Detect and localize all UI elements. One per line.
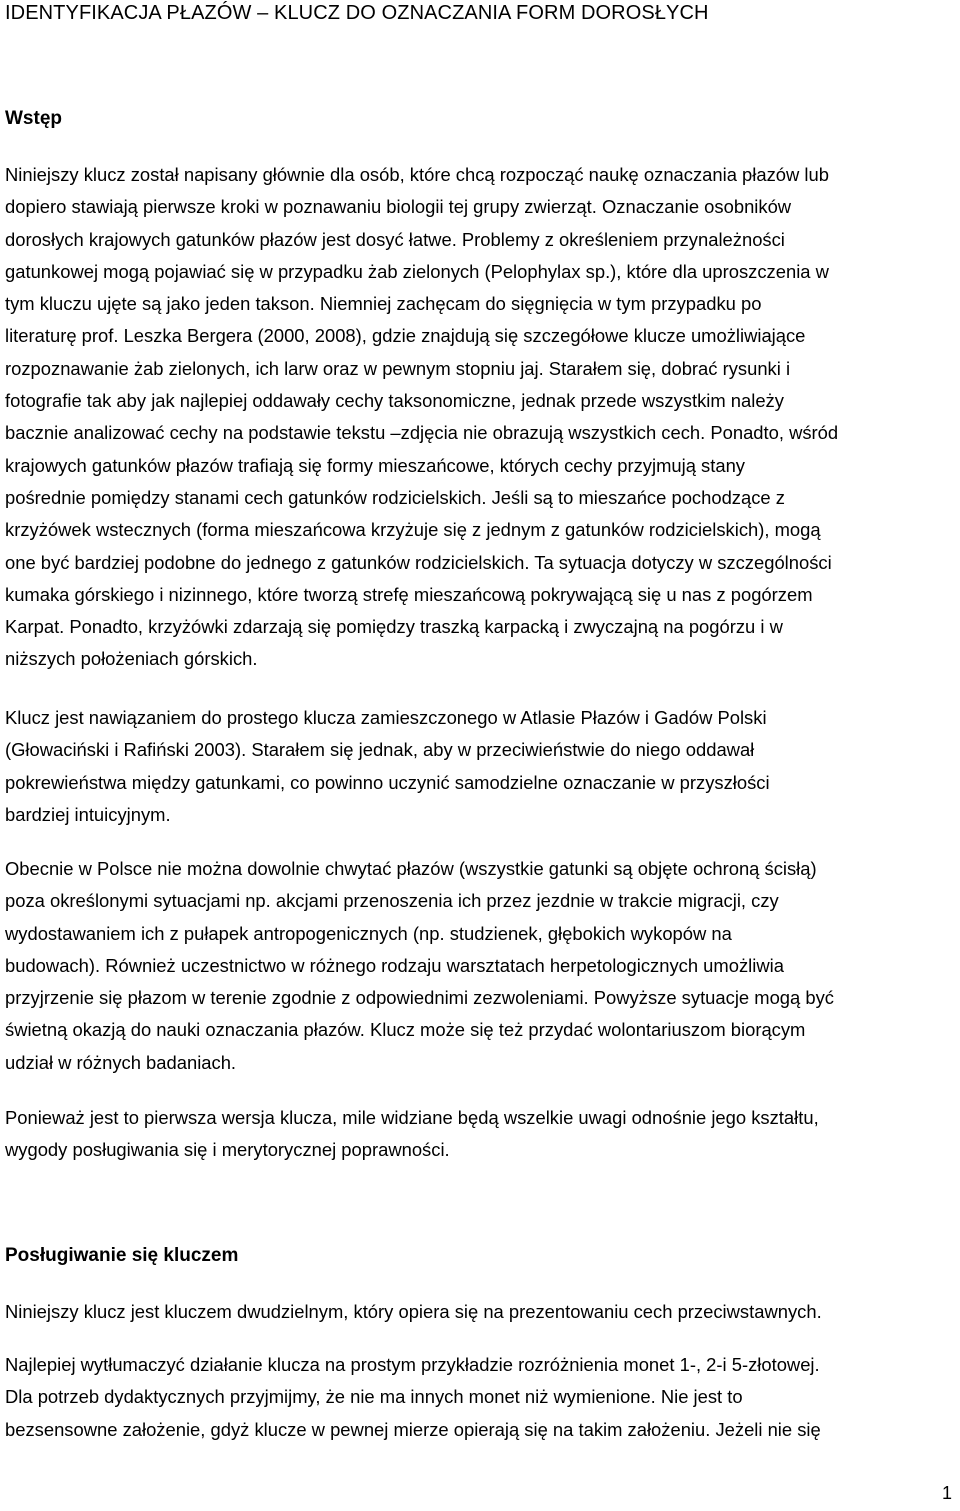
section-heading-usage: Posługiwanie się kluczem	[5, 1245, 239, 1266]
intro-paragraph-3: Obecnie w Polsce nie można dowolnie chwytać płazów (wszystkie gatunki są objęte ochroną ścisłą) poza określonymi sytuacjami np. akcjami przenoszenia ich przez jezdnie w trakcie migracji, czy wydostawaniem ich z pułapek antropogenicznych (np. studzienek, głębokich wykopów na budowach). Również uczestnictwo w różnego rodzaju warsztatach herpetologicznych umożliwia przyjrzenie się płazom w terenie zgodnie z odpowiednimi zezwoleniami. Powyższe sytuacje mogą być świetną okazją do nauki oznaczania płazów. Klucz może się też przydać wolontariuszom biorącym udział w różnych badaniach.	[5, 858, 834, 1073]
usage-paragraph-2: Najlepiej wytłumaczyć działanie klucza na prostym przykładzie rozróżnienia monet 1-, 2-i 5-złotowej. Dla potrzeb dydaktycznych przyjmijmy, że nie ma innych monet niż wymienione. Nie jest to bezsensowne założenie, gdyż klucze w pewnej mierze opierają się na takim założeniu. Jeżeli nie się	[5, 1354, 821, 1440]
intro-paragraph-1: Niniejszy klucz został napisany głównie dla osób, które chcą rozpocząć naukę oznaczania płazów lub dopiero stawiają pierwsze kroki w poznawaniu biologii tej grupy zwierząt. Oznaczanie osobników dorosłych krajowych gatunków płazów jest dosyć łatwe. Problemy z określeniem przynależności gatunkowej mogą pojawiać się w przypadku żab zielonych (Pelophylax sp.), które dla uproszczenia w tym kluczu ujęte są jako jeden takson. Niemniej zachęcam do sięgnięcia w tym przypadku po literaturę prof. Leszka Bergera (2000, 2008), gdzie znajdują się szczegółowe klucze umożliwiające rozpoznawanie żab zielonych, ich larw oraz w pewnym stopniu jaj. Starałem się, dobrać rysunki i fotografie tak aby jak najlepiej oddawały cechy taksonomiczne, jednak przede wszystkim należy bacznie analizować cechy na podstawie tekstu –zdjęcia nie obrazują wszystkich cech. Ponadto, wśród krajowych gatunków płazów trafiają się formy mieszańcowe, których cechy przyjmują stany pośrednie pomiędzy stanami cech gatunków rodzicielskich. Jeśli są to mieszańce pochodzące z krzyżówek wstecznych (forma mieszańcowa krzyżuje się z jednym z gatunków rodzicielskich), mogą one być bardziej podobne do jednego z gatunków rodzicielskich. Ta sytuacja dotyczy w szczególności kumaka górskiego i nizinnego, które tworzą strefę mieszańcową pokrywającą się u nas z pogórzem Karpat. Ponadto, krzyżówki zdarzają się pomiędzy traszką karpacką i zwyczajną na pogórzu i w niższych położeniach górskich.	[5, 164, 839, 670]
usage-paragraph-1: Niniejszy klucz jest kluczem dwudzielnym, który opiera się na prezentowaniu cech przeciwstawnych.	[5, 1301, 822, 1322]
document-title: IDENTYFIKACJA PŁAZÓW – KLUCZ DO OZNACZANIA FORM DOROSŁYCH	[5, 2, 709, 24]
intro-paragraph-2: Klucz jest nawiązaniem do prostego klucza zamieszczonego w Atlasie Płazów i Gadów Polski (Głowaciński i Rafiński 2003). Starałem się jednak, aby w przeciwieństwie do niego oddawał pokrewieństwa między gatunkami, co powinno uczynić samodzielne oznaczanie w przyszłości bardziej intuicyjnym.	[5, 707, 770, 825]
page-number: 1	[941, 1483, 952, 1503]
intro-paragraph-4: Ponieważ jest to pierwsza wersja klucza, mile widziane będą wszelkie uwagi odnośnie jego kształtu, wygody posługiwania się i merytorycznej poprawności.	[5, 1107, 819, 1161]
section-heading-intro: Wstęp	[5, 108, 62, 129]
